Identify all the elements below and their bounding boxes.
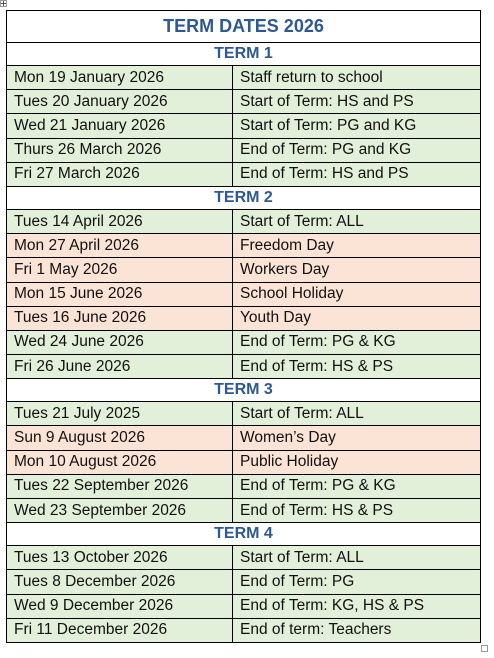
table-resize-handle[interactable] — [481, 645, 488, 652]
date-cell: Tues 13 October 2026 — [7, 546, 233, 570]
table-row — [7, 282, 481, 306]
date-cell: Tues 16 June 2026 — [7, 306, 233, 330]
event-cell: End of Term: PG — [233, 570, 481, 594]
event-cell: Youth Day — [233, 306, 481, 330]
date-cell: Mon 10 August 2026 — [7, 450, 233, 474]
date-cell: Tues 8 December 2026 — [7, 570, 233, 594]
table-row — [7, 594, 481, 618]
event-cell: End of Term: PG and KG — [233, 138, 481, 162]
event-cell: Staff return to school — [233, 66, 481, 90]
date-cell: Mon 27 April 2026 — [7, 234, 233, 258]
table-row — [7, 474, 481, 498]
table-row — [7, 209, 481, 233]
term-heading-row — [7, 186, 481, 209]
table-row — [7, 90, 481, 114]
event-cell: Women’s Day — [233, 426, 481, 450]
table-row — [7, 570, 481, 594]
date-cell: Mon 15 June 2026 — [7, 282, 233, 306]
term-heading: TERM 3 — [7, 379, 481, 402]
table-row — [7, 618, 481, 642]
date-cell: Sun 9 August 2026 — [7, 426, 233, 450]
date-cell: Fri 11 December 2026 — [7, 618, 233, 642]
table-row — [7, 355, 481, 379]
term-dates-table — [6, 10, 481, 643]
table-move-handle[interactable] — [0, 0, 7, 7]
table-row — [7, 162, 481, 186]
event-cell: Start of Term: ALL — [233, 209, 481, 233]
table-row — [7, 66, 481, 90]
event-cell: End of Term: PG & KG — [233, 474, 481, 498]
date-cell: Fri 1 May 2026 — [7, 258, 233, 282]
table-row — [7, 138, 481, 162]
date-cell: Tues 22 September 2026 — [7, 474, 233, 498]
date-cell: Tues 14 April 2026 — [7, 209, 233, 233]
table-row — [7, 546, 481, 570]
table-row — [7, 450, 481, 474]
event-cell: School Holiday — [233, 282, 481, 306]
event-cell: Workers Day — [233, 258, 481, 282]
date-cell: Fri 27 March 2026 — [7, 162, 233, 186]
table-row — [7, 330, 481, 354]
term-heading-row — [7, 523, 481, 546]
table-row — [7, 258, 481, 282]
table-row — [7, 306, 481, 330]
table-body — [7, 11, 481, 643]
event-cell: End of Term: HS & PS — [233, 499, 481, 523]
table-row — [7, 234, 481, 258]
table-row — [7, 499, 481, 523]
event-cell: Freedom Day — [233, 234, 481, 258]
title-row — [7, 11, 481, 43]
term-heading-row — [7, 43, 481, 66]
table-title: TERM DATES 2026 — [7, 11, 481, 43]
event-cell: End of Term: HS & PS — [233, 355, 481, 379]
term-heading: TERM 1 — [7, 43, 481, 66]
date-cell: Tues 21 July 2025 — [7, 402, 233, 426]
term-heading: TERM 2 — [7, 186, 481, 209]
date-cell: Wed 9 December 2026 — [7, 594, 233, 618]
event-cell: End of Term: KG, HS & PS — [233, 594, 481, 618]
date-cell: Wed 21 January 2026 — [7, 114, 233, 138]
date-cell: Tues 20 January 2026 — [7, 90, 233, 114]
term-heading-row — [7, 379, 481, 402]
date-cell: Thurs 26 March 2026 — [7, 138, 233, 162]
event-cell: End of term: Teachers — [233, 618, 481, 642]
event-cell: End of Term: PG & KG — [233, 330, 481, 354]
table-row — [7, 426, 481, 450]
table-row — [7, 114, 481, 138]
term-heading: TERM 4 — [7, 523, 481, 546]
event-cell: Start of Term: ALL — [233, 546, 481, 570]
date-cell: Fri 26 June 2026 — [7, 355, 233, 379]
event-cell: Start of Term: ALL — [233, 402, 481, 426]
date-cell: Wed 24 June 2026 — [7, 330, 233, 354]
event-cell: End of Term: HS and PS — [233, 162, 481, 186]
table-row — [7, 402, 481, 426]
date-cell: Wed 23 September 2026 — [7, 499, 233, 523]
event-cell: Start of Term: PG and KG — [233, 114, 481, 138]
date-cell: Mon 19 January 2026 — [7, 66, 233, 90]
event-cell: Start of Term: HS and PS — [233, 90, 481, 114]
event-cell: Public Holiday — [233, 450, 481, 474]
